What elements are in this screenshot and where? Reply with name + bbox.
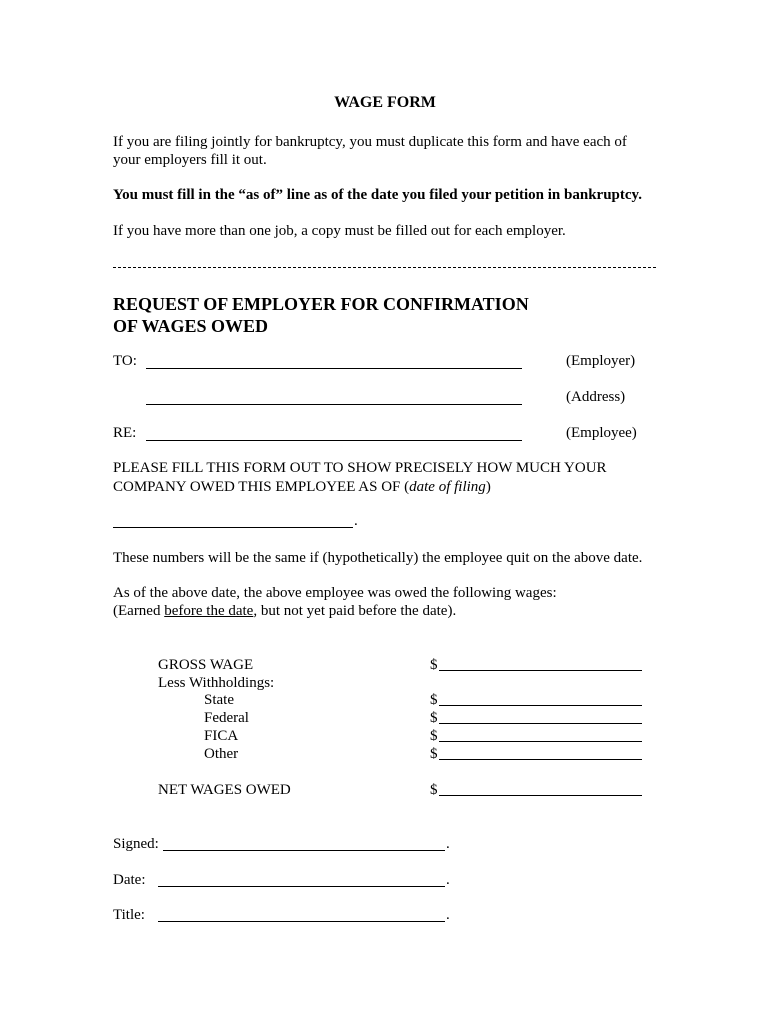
other-label: Other <box>204 746 239 762</box>
gross-wage-currency: $ <box>430 657 438 673</box>
date-of-filing-field[interactable] <box>113 527 353 528</box>
fica-currency: $ <box>430 728 438 744</box>
intro-paragraph-2: You must fill in the “as of” line as of the date you filed your petition in bankruptcy. <box>113 187 642 203</box>
owed-wages-line-2 <box>113 602 456 620</box>
intro-paragraph-1-line-2: your employers fill it out. <box>113 152 267 168</box>
address-caption: (Address) <box>566 389 626 405</box>
state-currency: $ <box>430 692 438 708</box>
date-period: . <box>446 872 450 888</box>
employee-name-field[interactable] <box>146 440 522 441</box>
federal-label: Federal <box>204 710 249 726</box>
section-divider <box>113 267 656 268</box>
employer-address-field[interactable] <box>146 404 522 405</box>
employee-caption: (Employee) <box>566 425 637 441</box>
owed-wages-line-1: As of the above date, the above employee was owed the following wages: <box>113 585 557 601</box>
title-period: . <box>446 907 450 923</box>
employer-caption: (Employer) <box>566 353 636 369</box>
same-numbers-note: These numbers will be the same if (hypothetically) the employee quit on the above date. <box>113 550 643 566</box>
instructions-line-2-prefix: COMPANY OWED THIS EMPLOYEE AS OF ( <box>113 479 410 495</box>
federal-currency: $ <box>430 710 438 726</box>
signed-label: Signed: <box>113 836 159 852</box>
other-currency: $ <box>430 746 438 762</box>
re-label: RE: <box>113 425 137 441</box>
net-wages-currency: $ <box>430 782 438 798</box>
net-wages-label: NET WAGES OWED <box>158 782 291 798</box>
signature-period: . <box>446 836 450 852</box>
signature-field[interactable] <box>163 850 445 851</box>
owed-wages-line-2-suffix: , but not yet paid before the date). <box>253 603 457 619</box>
page-title: WAGE FORM <box>334 94 436 111</box>
owed-wages-line-2-prefix: (Earned <box>113 603 165 619</box>
title-label: Title: <box>113 907 145 923</box>
employer-name-field[interactable] <box>146 368 522 369</box>
state-withholding-field[interactable] <box>439 705 642 706</box>
less-withholdings-label: Less Withholdings: <box>158 675 275 691</box>
state-label: State <box>204 692 234 708</box>
gross-wage-label: GROSS WAGE <box>158 657 254 673</box>
date-field[interactable] <box>158 886 445 887</box>
date-of-filing-label: date of filing <box>409 479 486 495</box>
request-heading-line-1: REQUEST OF EMPLOYER FOR CONFIRMATION <box>113 294 529 314</box>
intro-paragraph-3: If you have more than one job, a copy must be filled out for each employer. <box>113 223 566 239</box>
instructions-line-1: PLEASE FILL THIS FORM OUT TO SHOW PRECISELY HOW MUCH YOUR <box>113 460 607 476</box>
intro-paragraph-1-line-1: If you are filing jointly for bankruptcy, you must duplicate this form and have each of <box>113 134 627 150</box>
before-the-date-text: before the date <box>164 603 254 619</box>
instructions-line-2-suffix: ) <box>485 479 491 495</box>
net-wages-field[interactable] <box>439 795 642 796</box>
federal-withholding-field[interactable] <box>439 723 642 724</box>
other-withholding-field[interactable] <box>439 759 642 760</box>
request-heading-line-2: OF WAGES OWED <box>113 316 269 336</box>
date-label: Date: <box>113 872 146 888</box>
date-of-filing-period: . <box>354 513 358 529</box>
title-field[interactable] <box>158 921 445 922</box>
gross-wage-field[interactable] <box>439 670 642 671</box>
instructions-line-2 <box>113 478 491 496</box>
fica-withholding-field[interactable] <box>439 741 642 742</box>
fica-label: FICA <box>204 728 239 744</box>
to-label: TO: <box>113 353 137 369</box>
